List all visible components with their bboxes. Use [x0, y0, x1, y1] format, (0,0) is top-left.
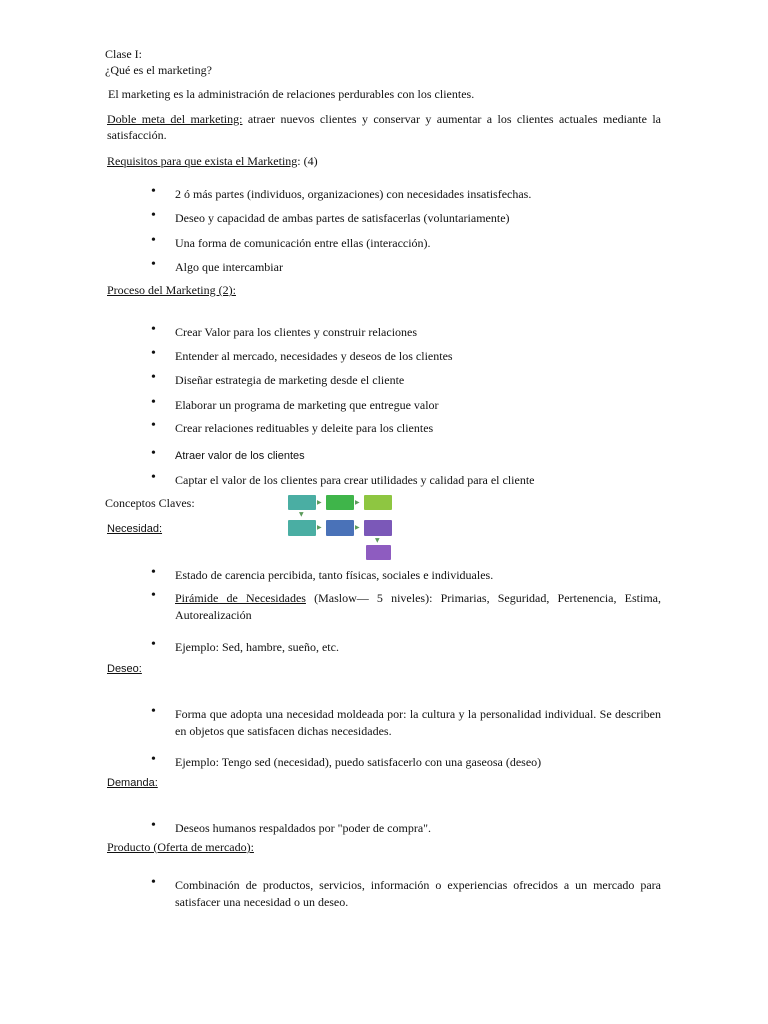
list-item: Deseo y capacidad de ambas partes de satisfacerlas (voluntariamente)	[175, 211, 510, 225]
diagram-box-3	[364, 495, 392, 510]
bullet-icon: •	[151, 752, 156, 767]
necesidad-heading: Necesidad:	[107, 523, 163, 535]
marketing-definition: El marketing es la administración de relaciones perdurables con los clientes.	[108, 87, 475, 101]
list-item: Atraer valor de los clientes	[175, 450, 305, 462]
producto-heading: Producto (Oferta de mercado):	[107, 840, 254, 854]
diagram-box-1	[288, 495, 316, 510]
list-item: 2 ó más partes (individuos, organizaciones) con necesidades insatisfechas.	[175, 187, 532, 201]
bullet-icon: •	[151, 257, 156, 272]
list-item: Forma que adopta una necesidad moldeada por: la cultura y la personalidad individual. Se describen en objetos que satisfacen dichas necesidades.	[175, 707, 661, 738]
list-item: Ejemplo: Tengo sed (necesidad), puedo satisfacerlo con una gaseosa (deseo)	[175, 755, 542, 769]
list-item: Captar el valor de los clientes para crear utilidades y calidad para el cliente	[175, 473, 535, 487]
bullet-icon: •	[151, 346, 156, 361]
diagram-box-7	[366, 545, 391, 560]
bullet-icon: •	[151, 395, 156, 410]
list-item: Algo que intercambiar	[175, 260, 283, 274]
doble-meta-paragraph	[107, 111, 661, 143]
requisitos-label: Requisitos para que exista el Marketing	[107, 154, 298, 168]
bullet-icon: •	[151, 637, 156, 652]
list-item: Elaborar un programa de marketing que entregue valor	[175, 398, 439, 412]
list-item: Crear relaciones redituables y deleite para los clientes	[175, 421, 434, 435]
list-item: Una forma de comunicación entre ellas (interacción).	[175, 236, 431, 250]
bullet-icon: •	[151, 875, 156, 890]
diagram-box-6	[364, 520, 392, 536]
bullet-icon: •	[151, 233, 156, 248]
requisitos-heading	[107, 153, 318, 169]
list-item-piramide	[175, 590, 661, 624]
list-item: Crear Valor para los clientes y construir relaciones	[175, 325, 418, 339]
deseo-heading: Deseo:	[107, 663, 142, 675]
demanda-heading: Demanda:	[107, 777, 158, 789]
piramide-text: (Maslow— 5 niveles): Primarias, Seguridad, Pertenencia, Estima, Autorealización	[175, 591, 661, 622]
list-item: Entender al mercado, necesidades y deseos de los clientes	[175, 349, 453, 363]
requisitos-suffix: : (4)	[297, 154, 318, 168]
list-item: Diseñar estrategia de marketing desde el cliente	[175, 373, 405, 387]
diagram-box-2	[326, 495, 354, 510]
list-item: Estado de carencia percibida, tanto físicas, sociales e individuales.	[175, 568, 494, 582]
list-item: Combinación de productos, servicios, información o experiencias ofrecidos a un mercado para satisfacer una necesidad o un deseo.	[175, 878, 661, 909]
bullet-icon: •	[151, 818, 156, 833]
bullet-icon: •	[151, 588, 156, 603]
bullet-icon: •	[151, 322, 156, 337]
page-question: ¿Qué es el marketing?	[105, 63, 212, 77]
doble-meta-label: Doble meta del marketing:	[107, 112, 243, 126]
bullet-icon: •	[151, 446, 156, 461]
arrow-right-icon: ▶	[317, 499, 322, 506]
proceso-heading: Proceso del Marketing (2):	[107, 283, 236, 297]
bullet-icon: •	[151, 418, 156, 433]
doble-meta-text: atraer nuevos clientes y conservar y aumentar a los clientes actuales mediante la satisfacción.	[107, 112, 662, 142]
bullet-icon: •	[151, 470, 156, 485]
list-item: Deseos humanos respaldados por "poder de compra".	[175, 821, 432, 835]
list-item: Ejemplo: Sed, hambre, sueño, etc.	[175, 640, 339, 654]
bullet-icon: •	[151, 208, 156, 223]
piramide-label: Pirámide de Necesidades	[175, 591, 306, 605]
diagram-box-5	[326, 520, 354, 536]
bullet-icon: •	[151, 704, 156, 719]
diagram-box-4	[288, 520, 316, 536]
arrow-down-icon: ▼	[299, 511, 304, 518]
conceptos-diagram	[286, 492, 396, 564]
conceptos-heading: Conceptos Claves:	[105, 496, 195, 510]
bullet-icon: •	[151, 370, 156, 385]
arrow-right-icon: ▶	[355, 524, 360, 531]
arrow-down-icon: ▼	[375, 537, 380, 544]
arrow-right-icon: ▶	[355, 499, 360, 506]
bullet-icon: •	[151, 184, 156, 199]
bullet-icon: •	[151, 565, 156, 580]
arrow-right-icon: ▶	[317, 524, 322, 531]
class-title: Clase I:	[105, 47, 142, 61]
